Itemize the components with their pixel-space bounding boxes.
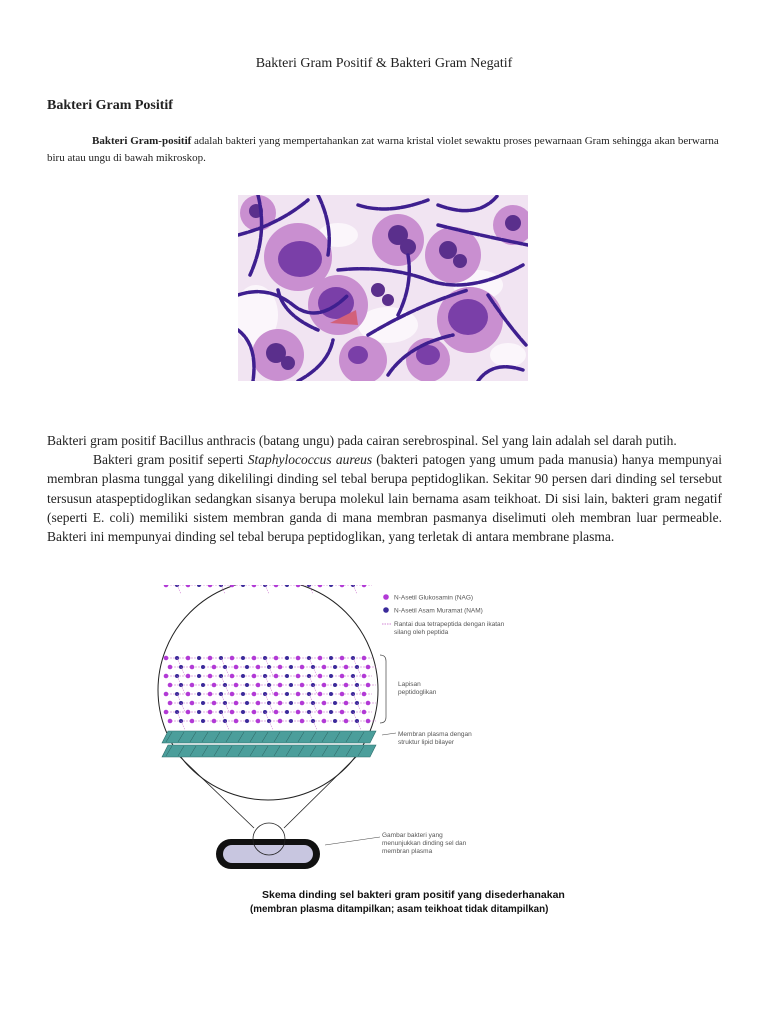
- main-paragraph: Bakteri gram positif seperti Staphylococcus aureus (bakteri patogen yang umum pada manusia) hanya mempunyai membran plasma tunggal yang dikelilingi dinding sel tebal berupa peptidoglikan. Sekitar 90 persen dari dinding sel tersebut tersusun ataspeptidoglikan sedangkan sisanya berupa molekul lain bernama asam teikhoat. Di sisi lain, bakteri gram negatif (seperti E. coli) memiliki sistem membran ganda di mana membran pasmanya diselimuti oleh membran luar permeable. Bakteri ini mempunyai dinding sel tebal berupa peptidoglikan, yang terletak di antara membrane plasma.: [47, 452, 722, 545]
- label-cell-3: membran plasma: [382, 848, 433, 855]
- label-cell-1: Gambar bakteri yang: [382, 832, 443, 839]
- label-membrane-1: Membran plasma dengan: [398, 731, 472, 738]
- intro-text: adalah bakteri yang mempertahankan zat warna kristal violet sewaktu proses pewarnaan Gram sehingga akan berwarna biru atau ungu di bawah mikroskop.: [47, 135, 719, 164]
- label-layer-1: Lapisan: [398, 681, 421, 688]
- label-membrane-2: struktur lipid bilayer: [398, 739, 454, 746]
- legend-nam: N-Asetil Asam Muramat (NAM): [394, 607, 483, 615]
- species-name: Staphylococcus aureus: [247, 452, 373, 468]
- legend-nag: N-Asetil Glukosamin (NAG): [394, 594, 474, 602]
- diagram-caption-1: Skema dinding sel bakteri gram positif yang disederhanakan: [262, 889, 565, 901]
- micrograph-image: [238, 195, 528, 381]
- intro-paragraph: [47, 133, 737, 167]
- section-heading: Bakteri Gram Positif: [47, 98, 173, 113]
- body-text: [47, 431, 722, 546]
- document-title: Bakteri Gram Positif & Bakteri Gram Negatif: [255, 56, 513, 71]
- label-cell-2: menunjukkan dinding sel dan: [382, 840, 467, 847]
- bacterium-shape: [216, 823, 320, 869]
- micrograph-caption: Bakteri gram positif Bacillus anthracis (batang ungu) pada cairan serebrospinal. Sel yang lain adalah sel darah putih.: [47, 433, 677, 448]
- nag-legend-dot: [383, 594, 389, 600]
- legend-chain-1: Rantai dua tetrapeptida dengan ikatan: [394, 621, 505, 628]
- nam-legend-dot: [383, 607, 389, 613]
- plasma-membrane: [162, 731, 376, 757]
- intro-bold-term: Bakteri Gram-positif: [92, 135, 192, 147]
- label-layer-2: peptidoglikan: [398, 689, 437, 696]
- diagram-caption-2: (membran plasma ditampilkan; asam teikhoat tidak ditampilkan): [250, 904, 549, 915]
- cell-wall-diagram: [150, 585, 570, 925]
- legend-chain-2: silang oleh peptida: [394, 629, 449, 636]
